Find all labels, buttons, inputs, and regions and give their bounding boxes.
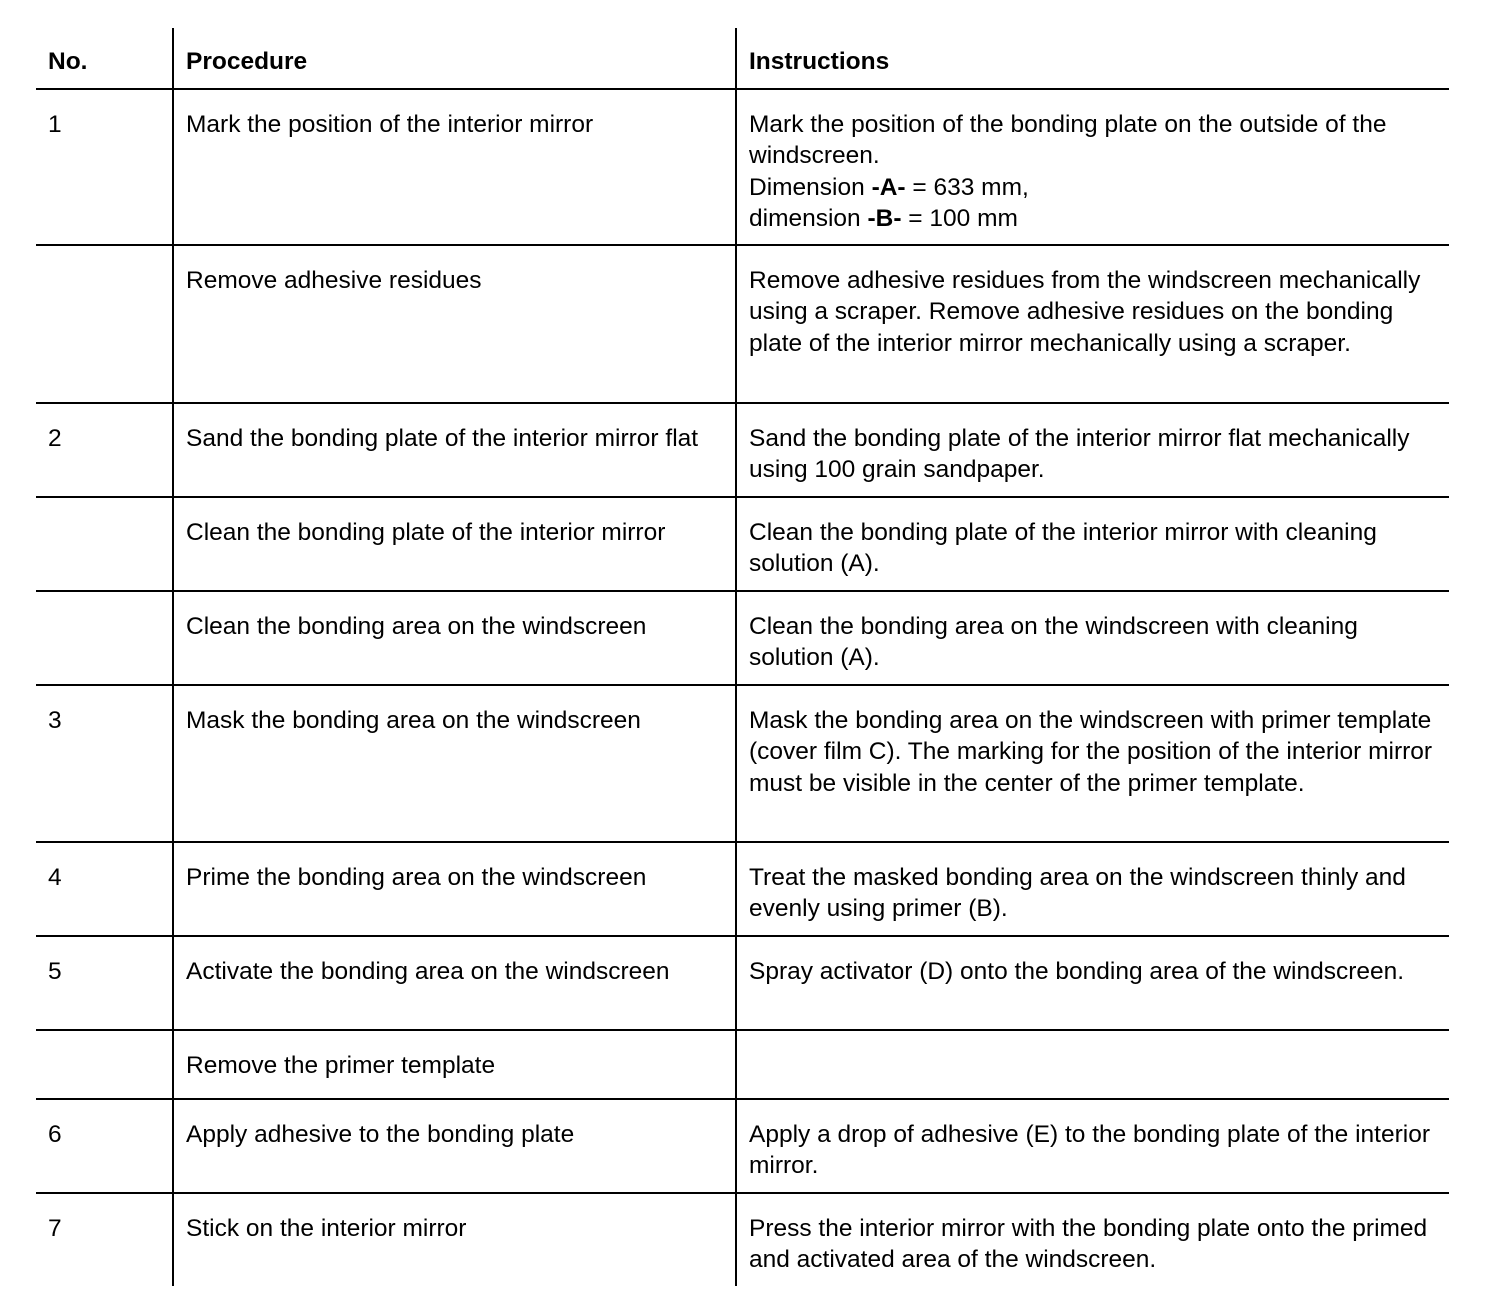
step-number: 7 [48,1215,62,1242]
step-number: 1 [36,89,173,245]
table-row [36,685,1449,842]
instructions-cell: Clean the bonding area on the windscreen with cleaning solution (A). [736,591,1449,685]
table-row [36,1193,1449,1286]
dimension-b-value: = 100 mm [901,204,1018,232]
procedure-table [36,28,1449,1286]
dimension-b-line [749,203,1449,234]
dimension-b-letter: -B- [867,204,902,232]
step-number [36,1030,173,1099]
table-row [36,1099,1449,1193]
instructions-text: Mark the position of the bonding plate on the outside of the windscreen. [749,111,1387,170]
instructions-cell: Treat the masked bonding area on the windscreen thinly and evenly using primer (B). [736,842,1449,936]
step-number [36,591,173,685]
instructions-cell [736,1030,1449,1099]
header-row [36,28,1449,89]
procedure-cell: Clean the bonding plate of the interior mirror [173,497,736,591]
dimension-b-prefix: dimension [749,204,868,232]
dimension-a-prefix: Dimension [749,173,872,201]
header-instructions: Instructions [736,28,1449,89]
instructions-cell: Mask the bonding area on the windscreen with primer template (cover film C). The marking for the position of the interior mirror must be visible in the center of the primer template. [736,685,1449,842]
instructions-cell [736,89,1449,245]
table-body [36,89,1449,1286]
instructions-cell: Spray activator (D) onto the bonding area of the windscreen. [736,936,1449,1030]
table-row [36,245,1449,403]
header-no: No. [36,28,173,89]
step-number [36,497,173,591]
step-number: 6 [36,1099,173,1193]
procedure-cell: Sand the bonding plate of the interior mirror flat [173,403,736,497]
procedure-cell: Clean the bonding area on the windscreen [173,591,736,685]
dimension-a-line [749,172,1449,203]
procedure-cell: Apply adhesive to the bonding plate [173,1099,736,1193]
procedure-cell: Mask the bonding area on the windscreen [173,685,736,842]
procedure-cell: Stick on the interior mirror [173,1193,736,1286]
table-row [36,591,1449,685]
step-number: 3 [36,685,173,842]
procedure-cell: Remove adhesive residues [173,245,736,403]
instructions-cell: Remove adhesive residues from the windscreen mechanically using a scraper. Remove adhesive residues on the bonding plate of the interior mirror mechanically using a scraper. [736,245,1449,403]
procedure-cell: Remove the primer template [173,1030,736,1099]
table-row [36,403,1449,497]
procedure-cell: Mark the position of the interior mirror [173,89,736,245]
procedure-cell: Activate the bonding area on the windscreen [173,936,736,1030]
table-header [36,28,1449,89]
table-row [36,1030,1449,1099]
step-number: 4 [36,842,173,936]
dimension-a-letter: -A- [871,173,906,201]
procedure-cell: Prime the bonding area on the windscreen [173,842,736,936]
instructions-cell: Sand the bonding plate of the interior mirror flat mechanically using 100 grain sandpaper. [736,403,1449,497]
instructions-cell: Clean the bonding plate of the interior mirror with cleaning solution (A). [736,497,1449,591]
table-row [36,497,1449,591]
dimension-a-value: = 633 mm, [905,173,1029,201]
instructions-cell: Press the interior mirror with the bonding plate onto the primed and activated area of the windscreen. [736,1193,1449,1286]
instructions-cell: Apply a drop of adhesive (E) to the bonding plate of the interior mirror. [736,1099,1449,1193]
step-number [36,245,173,403]
table-row [36,89,1449,245]
table-row [36,842,1449,936]
table-row [36,936,1449,1030]
step-number: 2 [36,403,173,497]
step-number: 5 [36,936,173,1030]
header-procedure: Procedure [173,28,736,89]
